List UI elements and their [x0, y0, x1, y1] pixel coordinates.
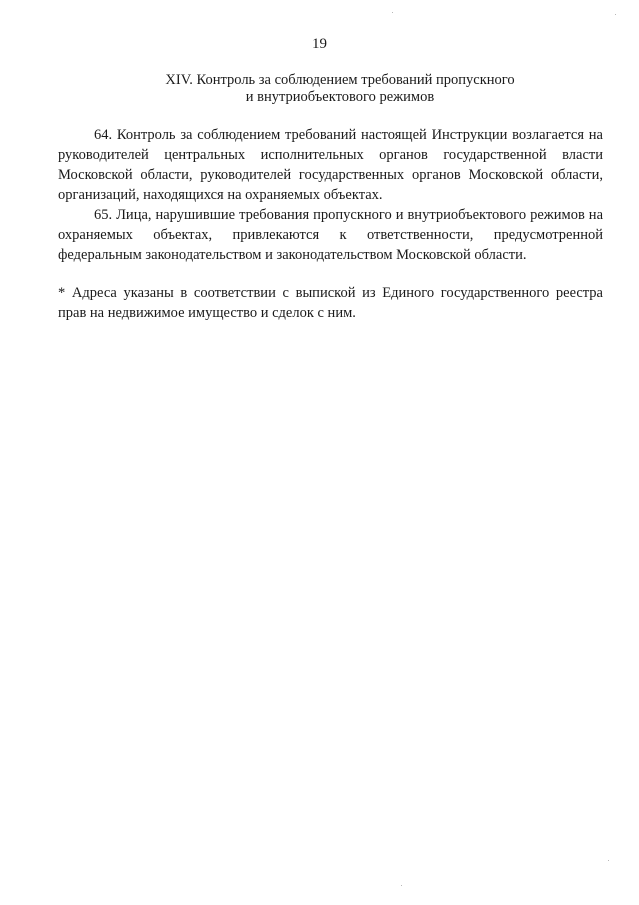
scan-speck	[608, 860, 609, 861]
scan-speck	[401, 885, 402, 886]
footnote: * Адреса указаны в соответствии с выпиской из Единого государственного реестра прав на недвижимое имущество и сделок с ним.	[58, 285, 603, 321]
page-number: 19	[312, 36, 327, 52]
scan-speck	[615, 14, 616, 15]
paragraph-64: 64. Контроль за соблюдением требований настоящей Инструкции возлагается на руководителей центральных исполнительных органов государственной власти Московской области, руководителей государственных органов Московской области, организаций, находящихся на охраняемых объектах.	[58, 127, 603, 203]
paragraph-65: 65. Лица, нарушившие требования пропускного и внутриобъектового режимов на охраняемых объектах, привлекаются к ответственности, предусмотренной федеральным законодательством и законодательством Московской области.	[58, 207, 603, 263]
section-body	[58, 125, 603, 265]
scan-speck	[392, 12, 393, 13]
section-heading-line-1: XIV. Контроль за соблюдением требований пропускного	[165, 72, 515, 88]
section-heading-line-2: и внутриобъектового режимов	[245, 89, 435, 105]
section-heading	[90, 72, 590, 106]
